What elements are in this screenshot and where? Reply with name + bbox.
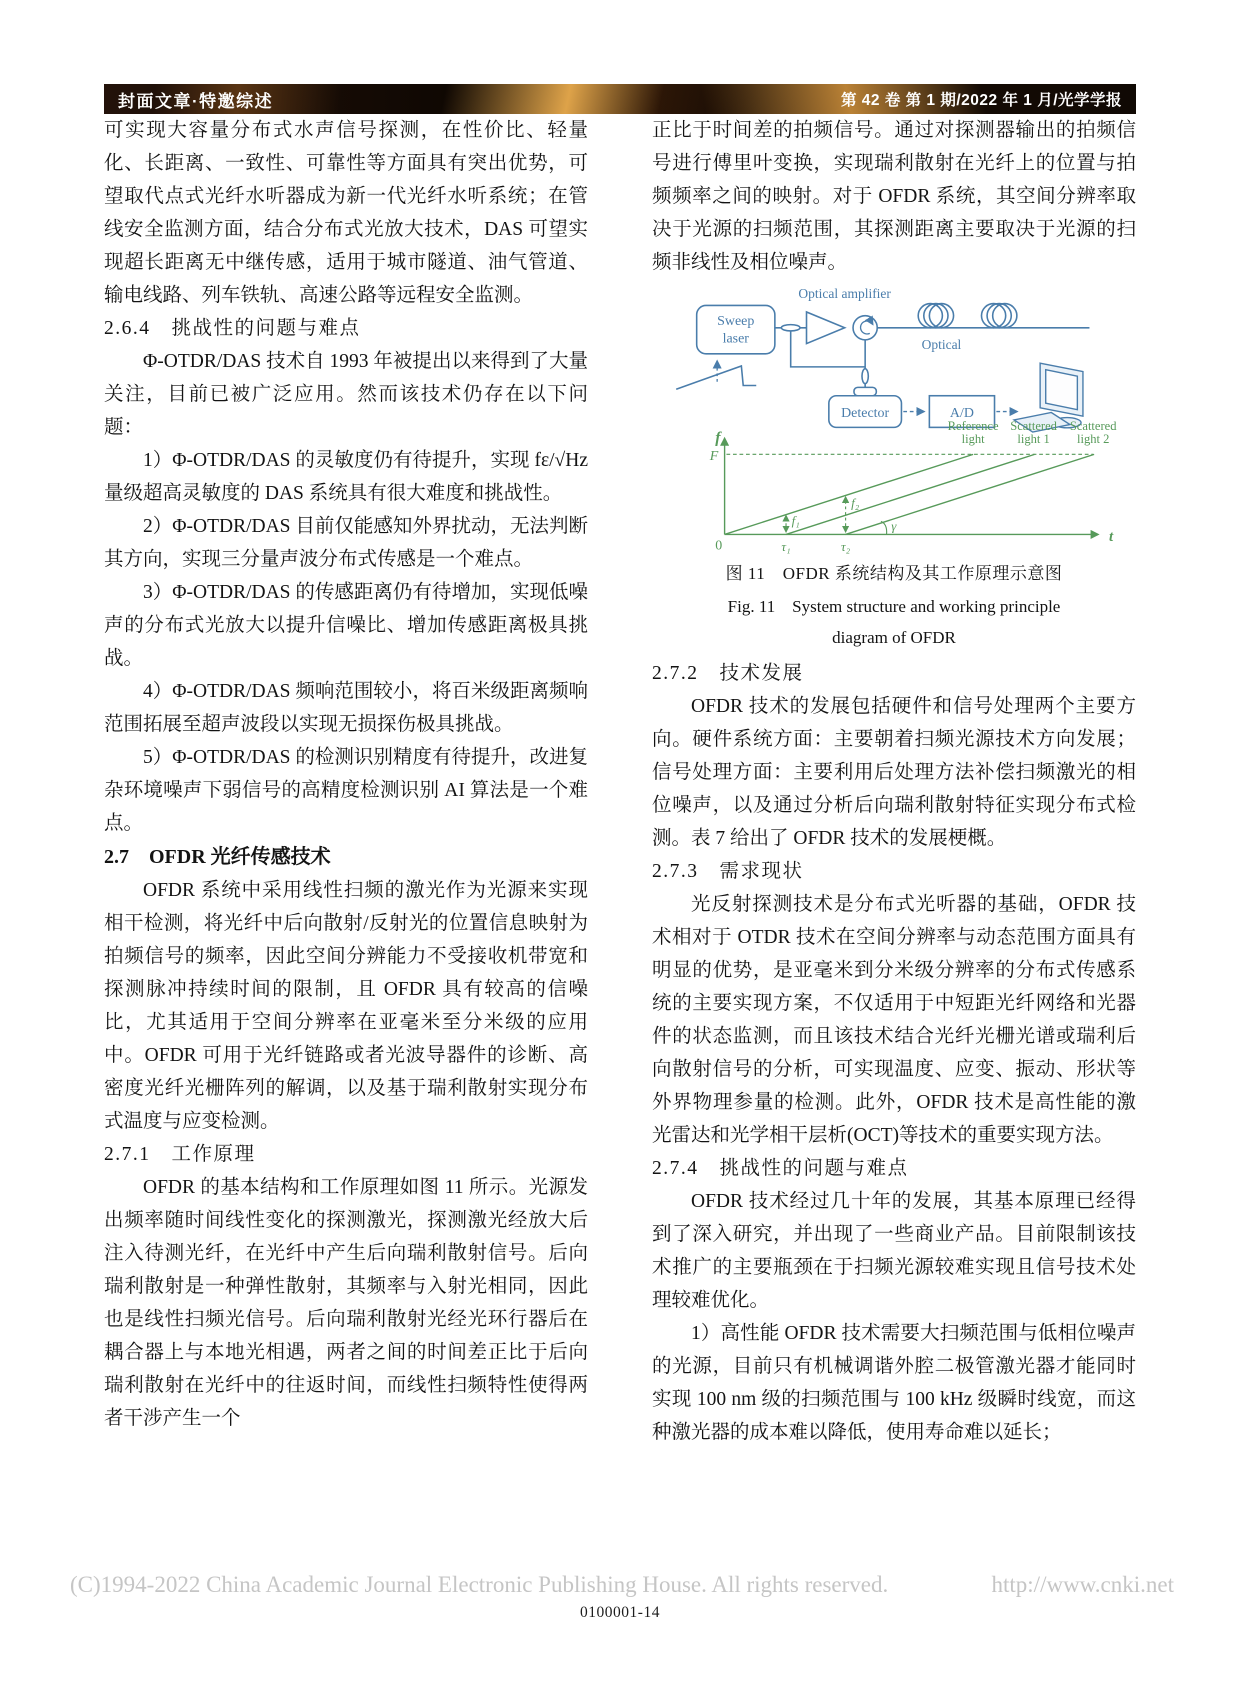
header-issue-info: 第 42 卷 第 1 期/2022 年 1 月/光学学报 <box>840 92 1122 109</box>
fiber-label: Optical <box>921 337 962 353</box>
paragraph: 1）Φ-OTDR/DAS 的灵敏度仍有待提升，实现 fε/√Hz 量级超高灵敏度的 DAS 系统具有很大难度和挑战性。 <box>104 450 588 504</box>
x-axis-label: t <box>1109 528 1114 545</box>
detector-label: Detector <box>841 406 890 422</box>
copyright-text: (C)1994-2022 China Academic Journal Electronic Publishing House. All rights reserved. <box>70 1572 889 1597</box>
fiber-coil-icon <box>981 304 1016 328</box>
section-heading-2-7-2: 2.7.2 技术发展 <box>652 663 804 684</box>
mix-coupler-icon <box>862 369 868 384</box>
page-number: 0100001-14 <box>580 1604 660 1621</box>
detector-connector-icon <box>854 387 876 395</box>
paragraph: 3）Φ-OTDR/DAS 的传感距离仍有待增加，实现低噪声的分布式光放大以提升信噪比、增加传感距离极具挑战。 <box>104 582 588 669</box>
y-max-label: F <box>709 448 719 464</box>
left-column <box>104 114 588 1449</box>
adc-label: A/D <box>949 406 974 422</box>
paragraph: OFDR 技术的发展包括硬件和信号处理两个主要方向。硬件系统方面：主要朝着扫频光源技术方向发展；信号处理方面：主要利用后处理方法补偿扫频激光的相位噪声，以及通过分析后向瑞利散射特征实现分布式检测。表 7 给出了 OFDR 技术的发展梗概。 <box>652 696 1136 849</box>
circulator-icon <box>853 316 877 340</box>
origin-label: 0 <box>715 538 723 554</box>
paragraph: 2）Φ-OTDR/DAS 目前仅能感知外界扰动，无法判断其方向，实现三分量声波分布式传感是一个难点。 <box>104 516 588 570</box>
figure-caption-en: Fig. 11 System structure and working principle <box>727 597 1061 616</box>
paragraph: Φ-OTDR/DAS 技术自 1993 年被提出以来得到了大量关注，目前已被广泛应用。然而该技术仍存在以下问题： <box>104 351 588 438</box>
copyright-watermark <box>70 1572 1174 1598</box>
beat2-label: f₂ <box>851 495 860 511</box>
sweep-ramp-icon <box>676 366 756 389</box>
sweep-laser-label: Sweep <box>717 313 755 329</box>
optical-amplifier-icon <box>807 312 845 344</box>
reference-light-label: Reference <box>947 419 999 434</box>
figure-11 <box>652 283 1136 555</box>
scattered-light-2-label: light 2 <box>1076 432 1110 447</box>
paragraph: 5）Φ-OTDR/DAS 的检测识别精度有待提升，改进复杂环境噪声下弱信号的高精度检测识别 AI 算法是一个难点。 <box>104 747 588 834</box>
scattered-light-1-label: light 1 <box>1017 432 1050 447</box>
scattered-light-2-label: Scattered <box>1069 419 1117 434</box>
reference-light-line <box>725 454 974 534</box>
section-heading-2-6-4: 2.6.4 挑战性的问题与难点 <box>104 318 361 339</box>
paragraph: 光反射探测技术是分布式光听器的基础，OFDR 技术相对于 OTDR 技术在空间分辨率与动态范围方面具有明显的优势，是亚毫米到分米级分辨率的分布式传感系统的主要实现方案，不仅适用于中短距光纤网络和光器件的状态监测，而且该技术结合光纤光栅光谱或瑞利后向散射信号的分析，可实现温度、应变、振动、形状等外界物理参量的检测。此外，OFDR 技术是高性能的激光雷达和光学相干层析(OCT)等技术的重要实现方法。 <box>652 894 1136 1146</box>
section-heading-2-7-1: 2.7.1 工作原理 <box>104 1144 256 1165</box>
paragraph: OFDR 系统中采用线性扫频的激光作为光源来实现相干检测，将光纤中后向散射/反射光的位置信息映射为拍频信号的频率，因此空间分辨能力不受接收机带宽和探测脉冲持续时间的限制，且 OFDR 具有较高的信噪比，尤其适用于空间分辨率在亚毫米至分米级的应用中。OFDR 可用于光纤链路或者光波导器件的诊断、高密度光纤光栅阵列的解调，以及基于瑞利散射实现分布式温度与应变检测。 <box>104 880 588 1132</box>
section-heading-2-7-3: 2.7.3 需求现状 <box>652 861 804 882</box>
figure-caption-en: diagram of OFDR <box>832 628 956 647</box>
paragraph: 可实现大容量分布式水声信号探测，在性价比、轻量化、长距离、一致性、可靠性等方面具有突出优势，可望取代点式光纤水听器成为新一代光纤水听系统；在管线安全监测方面，结合分布式光放大技术，DAS 可望实现超长距离无中继传感，适用于城市隧道、油气管道、输电线路、列车铁轨、高速公路等远程安全监测。 <box>104 120 588 306</box>
header-column-title: 封面文章·特邀综述 <box>118 91 274 111</box>
tau1-label: τ₁ <box>781 539 791 555</box>
right-column <box>652 114 1136 1449</box>
cnki-url: http://www.cnki.net <box>991 1572 1174 1597</box>
optical-amplifier-label: Optical amplifier <box>798 286 891 301</box>
beat1-label: f₁ <box>791 513 800 529</box>
sweep-laser-label: laser <box>722 331 749 347</box>
paragraph: OFDR 的基本结构和工作原理如图 11 所示。光源发出频率随时间线性变化的探测激光，探测激光经放大后注入待测光纤，在光纤中产生后向瑞利散射信号。后向瑞利散射是一种弹性散射，其频率与入射光相同，因此也是线性扫频光信号。后向瑞利散射光经光环行器后在耦合器上与本地光相遇，两者之间的时间差正比于后向瑞利散射在光纤中的往返时间，而线性扫频特性使得两者干涉产生一个 <box>104 1177 588 1429</box>
circulator-arrow-icon <box>861 321 873 334</box>
scattered-light-1-line <box>786 454 1035 534</box>
fiber-coil-icon <box>918 304 953 328</box>
gamma-label: γ <box>891 518 897 534</box>
header-banner <box>104 84 1136 114</box>
ofdr-system-diagram <box>652 283 1136 555</box>
figure-caption-zh: 图 11 OFDR 系统结构及其工作原理示意图 <box>725 564 1063 583</box>
section-heading-2-7: 2.7 OFDR 光纤传感技术 <box>104 846 331 868</box>
paragraph: OFDR 技术经过几十年的发展，其基本原理已经得到了深入研究，并出现了一些商业产品。目前限制该技术推广的主要瓶颈在于扫频光源较难实现且信号技术处理较难优化。 <box>652 1191 1136 1311</box>
tap-coupler-icon <box>781 325 800 331</box>
paragraph: 正比于时间差的拍频信号。通过对探测器输出的拍频信号进行傅里叶变换，实现瑞利散射在光纤上的位置与拍频频率之间的映射。对于 OFDR 系统，其空间分辨率取决于光源的扫频范围，其探测距离主要取决于光源的扫频非线性及相位噪声。 <box>652 120 1136 273</box>
section-heading-2-7-4: 2.7.4 挑战性的问题与难点 <box>652 1158 909 1179</box>
two-column-body <box>104 114 1136 1449</box>
reference-light-label: light <box>961 432 985 447</box>
paragraph: 1）高性能 OFDR 技术需要大扫频范围与低相位噪声的光源，目前只有机械调谐外腔二极管激光器才能同时实现 100 nm 级的扫频范围与 100 kHz 级瞬时线宽，而这种激光器的成本难以降低，使用寿命难以延长； <box>652 1323 1136 1443</box>
tau2-label: τ₂ <box>841 539 851 555</box>
scattered-light-1-label: Scattered <box>1010 419 1057 434</box>
y-axis-label: f <box>715 429 721 447</box>
paragraph: 4）Φ-OTDR/DAS 频响范围较小，将百米级距离频响范围拓展至超声波段以实现无损探伤极具挑战。 <box>104 681 588 735</box>
